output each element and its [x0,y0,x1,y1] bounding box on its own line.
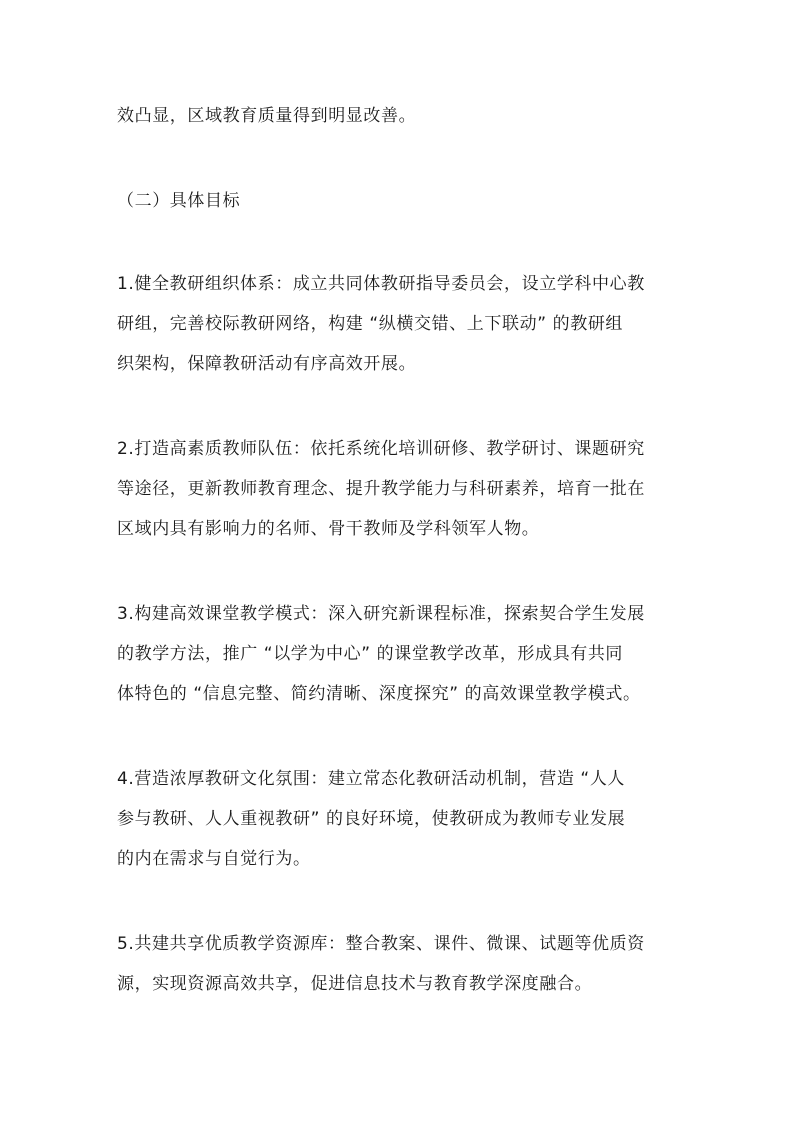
goal-1-line-2: 研组，完善校际教研网络，构建 “纵横交错、上下联动” 的教研组 [117,314,624,334]
goal-3-line-3: 体特色的 “信息完整、简约清晰、深度探究” 的高效课堂教学模式。 [117,684,641,704]
goal-4-line-3: 的内在需求与自觉行为。 [117,849,311,869]
goal-5-line-2: 源，实现资源高效共享，促进信息技术与教育教学深度融合。 [117,974,593,994]
goal-3-line-2: 的教学方法，推广 “以学为中心” 的课堂教学改革，形成具有共同 [117,644,624,664]
section-heading: （二）具体目标 [117,191,241,211]
goal-1-line-1: 1.健全教研组织体系：成立共同体教研指导委员会，设立学科中心教 [117,274,645,294]
goal-1-line-3: 织架构，保障教研活动有序高效开展。 [117,354,417,374]
goal-2-line-2: 等途径，更新教师教育理念、提升教学能力与科研素养，培育一批在 [117,479,645,499]
goal-4-line-2: 参与教研、人人重视教研” 的良好环境，使教研成为教师专业发展 [117,809,626,829]
goal-4-line-1: 4.营造浓厚教研文化氛围：建立常态化教研活动机制，营造 “人人 [117,769,626,789]
goal-2-line-1: 2.打造高素质教师队伍：依托系统化培训研修、教学研讨、课题研究 [117,439,645,459]
intro-tail-line: 效凸显，区域教育质量得到明显改善。 [117,106,417,126]
goal-5-line-1: 5.共建共享优质教学资源库：整合教案、课件、微课、试题等优质资 [117,934,645,954]
goal-2-line-3: 区域内具有影响力的名师、骨干教师及学科领军人物。 [117,519,540,539]
goal-3-line-1: 3.构建高效课堂教学模式：深入研究新课程标准，探索契合学生发展 [117,604,645,624]
